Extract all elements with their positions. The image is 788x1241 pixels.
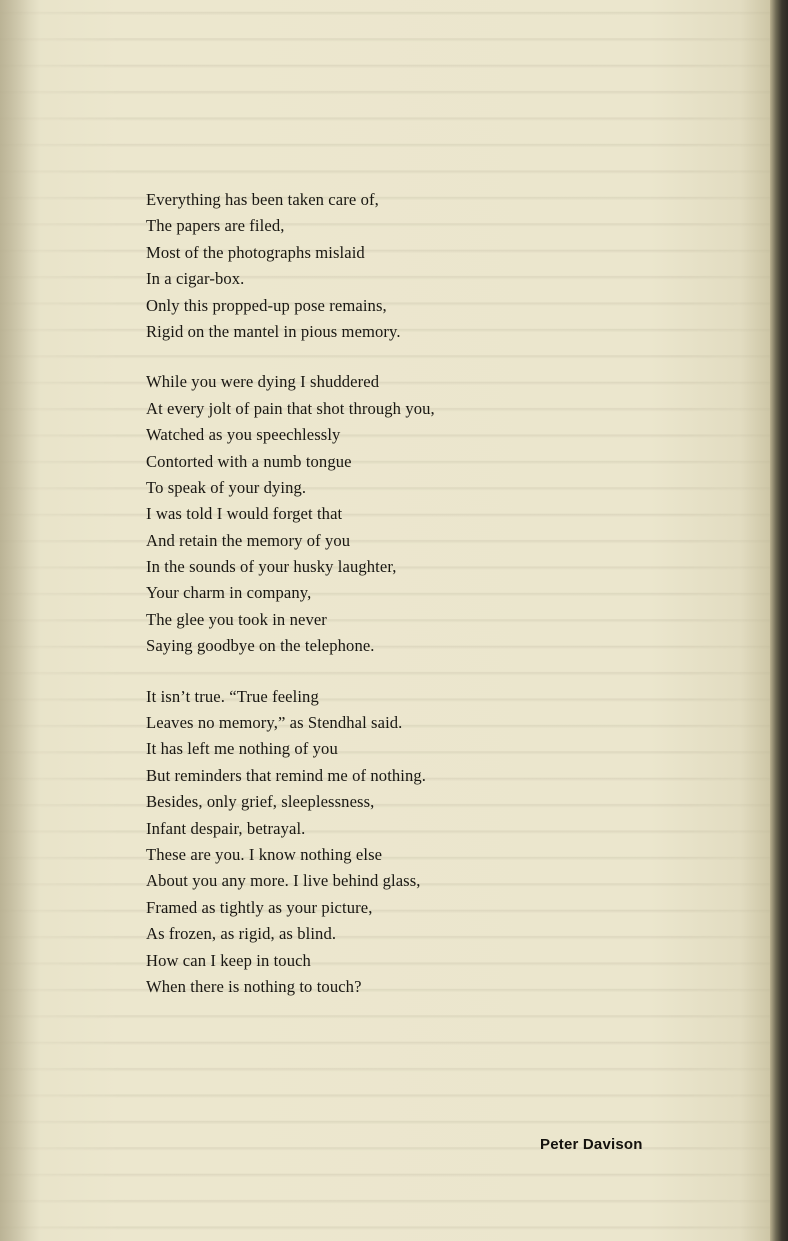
author-name: Peter Davison: [540, 1136, 643, 1153]
poem-line: In a cigar-box.: [146, 269, 245, 289]
poem-line: Watched as you speechlessly: [146, 425, 341, 445]
poem-line: About you any more. I live behind glass,: [146, 871, 421, 891]
poem-line: To speak of your dying.: [146, 477, 307, 497]
poem-line: Saying goodbye on the telephone.: [146, 636, 375, 656]
poem-line: In the sounds of your husky laughter,: [146, 557, 397, 577]
poem-line: When there is nothing to touch?: [146, 976, 362, 996]
poem-line: Your charm in company,: [146, 583, 312, 603]
stanza-1: [146, 187, 706, 345]
poem: [146, 187, 706, 1024]
stanza-3: [146, 684, 706, 1001]
poem-line: Everything has been taken care of,: [146, 190, 379, 209]
poem-line: At every jolt of pain that shot through you,: [146, 398, 435, 418]
book-binding-edge: [770, 0, 788, 1241]
poem-line: How can I keep in touch: [146, 950, 311, 970]
poem-line: While you were dying I shuddered: [146, 372, 380, 392]
poem-line: Framed as tightly as your picture,: [146, 897, 373, 917]
poem-line: Most of the photographs mislaid: [146, 242, 365, 262]
poem-line: Rigid on the mantel in pious memory.: [146, 321, 401, 341]
poem-line: These are you. I know nothing else: [146, 844, 383, 864]
poem-line: The glee you took in never: [146, 609, 327, 629]
poem-line: I was told I would forget that: [146, 504, 343, 524]
gutter-shadow: [0, 0, 40, 1241]
poem-line: It isn’t true. “True feeling: [146, 686, 319, 706]
poem-line: As frozen, as rigid, as blind.: [146, 924, 337, 944]
poem-line: Contorted with a numb tongue: [146, 451, 352, 471]
poem-line: Infant despair, betrayal.: [146, 818, 306, 838]
poem-line: Only this propped-up pose remains,: [146, 295, 387, 315]
poem-line: It has left me nothing of you: [146, 739, 338, 759]
poem-line: But reminders that remind me of nothing.: [146, 765, 427, 785]
poem-line: The papers are filed,: [146, 216, 285, 236]
poem-line: And retain the memory of you: [146, 530, 351, 550]
poem-line: Besides, only grief, sleeplessness,: [146, 792, 375, 812]
poem-line: Leaves no memory,” as Stendhal said.: [146, 713, 403, 733]
stanza-2: [146, 369, 706, 659]
